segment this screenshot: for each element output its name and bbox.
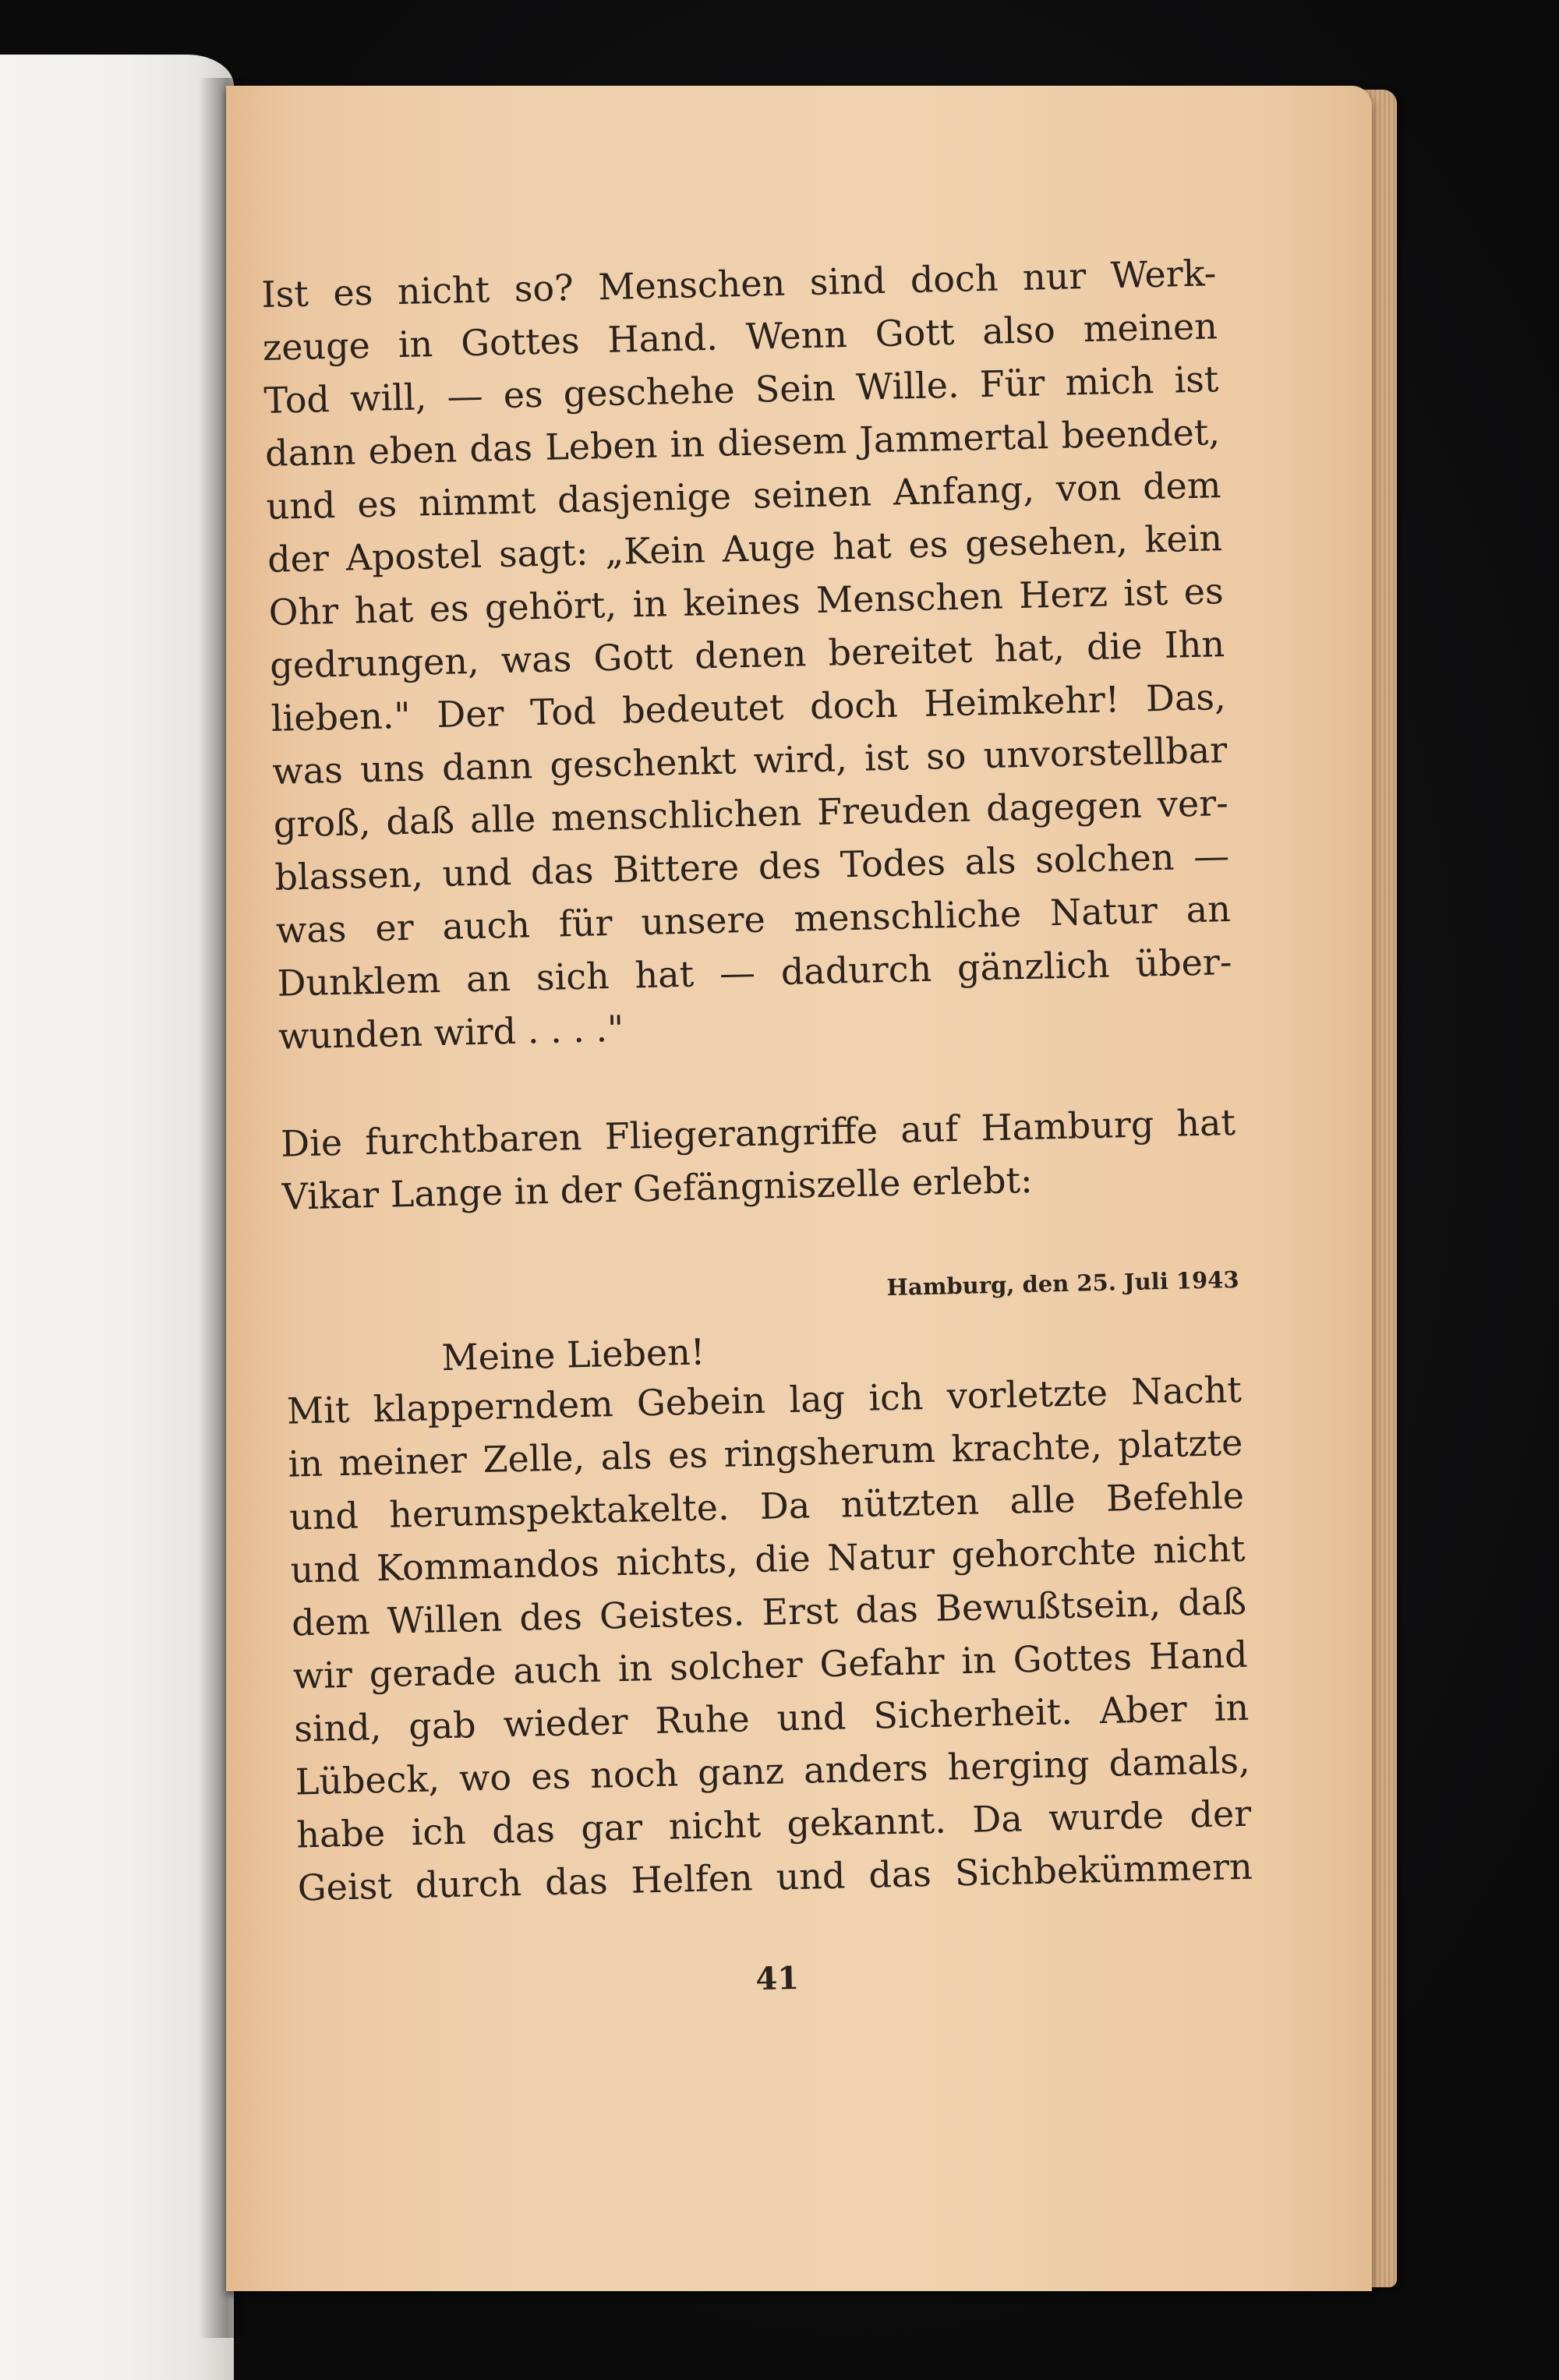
text-line: was er auch für unsere menschliche Natur an: [275, 887, 1232, 952]
book-page: [226, 86, 1372, 2291]
text-line: Dunklem an sich hat — dadurch gänzlich über-: [276, 940, 1232, 1005]
dateline: Hamburg, den 25. Juli 1943: [886, 1266, 1239, 1301]
page-number: 41: [755, 1959, 800, 1998]
text-line: und herumspektakelte. Da nützten alle Befehle: [288, 1474, 1245, 1538]
text-line: habe ich das gar nicht gekannt. Da wurde der: [295, 1792, 1252, 1856]
text-line: dem Willen des Geistes. Erst das Bewußtsein, daß: [291, 1580, 1247, 1644]
text-line: und Kommandos nichts, die Natur gehorchte nicht: [290, 1527, 1246, 1591]
text-line: sind, gab wieder Ruhe und Sicherheit. Aber in: [293, 1686, 1250, 1750]
text-line: blassen, und das Bittere des Todes als solchen —: [274, 835, 1230, 899]
text-line: zeuge in Gottes Hand. Wenn Gott also meinen: [262, 305, 1218, 369]
text-line: wunden wird . . . .": [278, 1007, 624, 1058]
text-line: und es nimmt dasjenige seinen Anfang, von dem: [266, 464, 1221, 528]
text-line: der Apostel sagt: „Kein Auge hat es gesehen, kein: [267, 517, 1223, 581]
text-line: Ist es nicht so? Menschen sind doch nur Werk-: [260, 252, 1217, 316]
text-line: lieben." Der Tod bedeutet doch Heimkehr! Das,: [270, 676, 1227, 740]
page-text: [260, 252, 1253, 1998]
text-line: Lübeck, wo es noch ganz anders herging damals,: [295, 1739, 1251, 1803]
text-line: Geist durch das Helfen und das Sichbekümmern: [297, 1845, 1253, 1909]
text-line: Ohr hat es gehört, in keines Menschen Herz ist es: [268, 570, 1225, 634]
text-line: was uns dann geschenkt wird, ist so unvorstellbar: [271, 729, 1228, 793]
text-line: Die furchtbaren Fliegerangriffe auf Hamburg hat: [280, 1100, 1236, 1165]
salutation: Meine Lieben!: [440, 1330, 705, 1379]
text-line: dann eben das Leben in diesem Jammertal beendet,: [264, 411, 1221, 475]
text-line: Vikar Lange in der Gefängniszelle erlebt:: [281, 1158, 1034, 1218]
text-line: Tod will, — es geschehe Sein Wille. Für mich ist: [263, 358, 1219, 422]
text-line: wir gerade auch in solcher Gefahr in Gottes Hand: [292, 1633, 1249, 1697]
text-line: groß, daß alle menschlichen Freuden dagegen ver-: [273, 782, 1229, 846]
text-line: in meiner Zelle, als es ringsherum krachte, platzte: [287, 1421, 1243, 1485]
text-line: Mit klapperndem Gebein lag ich vorletzte Nacht: [286, 1368, 1243, 1432]
text-line: gedrungen, was Gott denen bereitet hat, die Ihn: [269, 623, 1225, 687]
